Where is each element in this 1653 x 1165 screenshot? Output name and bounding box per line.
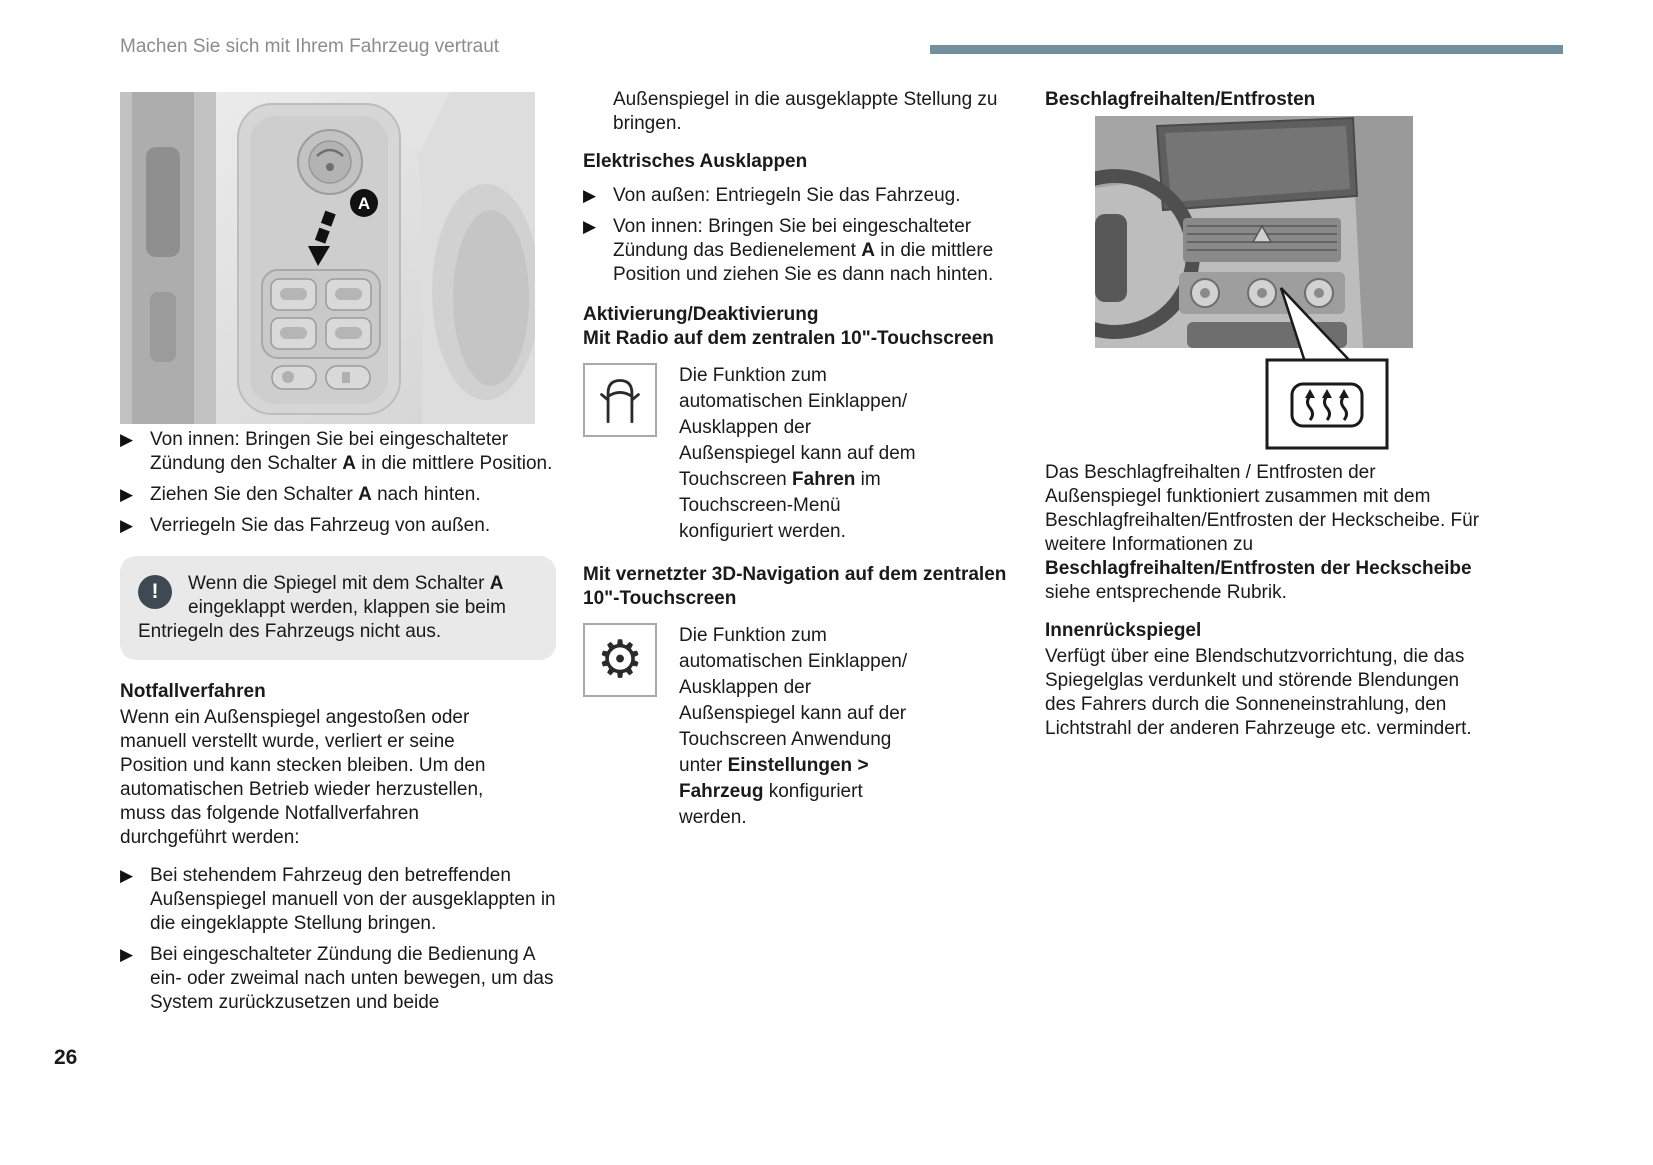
label-a-text: A <box>357 194 371 213</box>
section-heading <box>583 303 1015 351</box>
middle-column <box>583 88 1015 849</box>
section-heading: Notfallverfahren <box>120 681 266 702</box>
heading-line: Aktivierung/Deaktivierung <box>583 304 819 325</box>
mirror-fold-button <box>272 366 316 389</box>
gear-icon: ⚙ <box>596 630 644 690</box>
list-item <box>120 514 556 538</box>
bullet-arrow-icon: ▶ <box>583 186 597 205</box>
list-item <box>120 428 556 476</box>
section-heading: Mit vernetzter 3D-Navigation auf dem zentralen 10"-Touchscreen <box>583 564 1007 609</box>
warning-box <box>120 556 556 660</box>
settings-icon-box <box>583 623 657 697</box>
page-number: 26 <box>54 1046 78 1069</box>
bullet-arrow-icon: ▶ <box>120 866 134 885</box>
list-item <box>120 864 556 936</box>
section-heading: Innenrückspiegel <box>1045 620 1202 641</box>
car-icon <box>594 374 646 426</box>
dashboard-illustration <box>1095 116 1413 451</box>
bullet-text: Von innen: Bringen Sie bei eingeschalteter Zündung das Bedienelement A in die mittlere Position und ziehen Sie es dann nach hinten. <box>613 216 994 285</box>
warning-text: Wenn die Spiegel mit dem Schalter A eingeklappt werden, klappen sie beim Entriegeln des Fahrzeugs nicht aus. <box>138 573 506 642</box>
bullet-arrow-icon: ▶ <box>120 430 134 449</box>
list-item <box>583 215 1015 287</box>
accent-bar <box>930 45 1563 54</box>
door-pillar <box>146 147 180 257</box>
list-item <box>120 483 556 507</box>
bullet-text: Von innen: Bringen Sie bei eingeschalteter Zündung den Schalter A in die mittlere Position. <box>150 429 553 474</box>
door-panel-illustration <box>120 92 535 424</box>
bullet-arrow-icon: ▶ <box>120 945 134 964</box>
left-column <box>120 428 556 1022</box>
section-heading: Elektrisches Ausklappen <box>583 151 808 172</box>
page-header: Machen Sie sich mit Ihrem Fahrzeug vertraut <box>120 36 500 57</box>
bullet-text: Bei eingeschalteter Zündung die Bedienung A ein- oder zweimal nach unten bewegen, um das System zurückzusetzen und beide <box>150 944 554 1013</box>
bullet-text: Von außen: Entriegeln Sie das Fahrzeug. <box>613 185 961 206</box>
bullet-text: Verriegeln Sie das Fahrzeug von außen. <box>150 515 491 536</box>
list-item <box>583 184 1015 208</box>
feature-row <box>583 623 1015 831</box>
callout-box <box>1267 360 1387 448</box>
feature-caption: Die Funktion zum automatischen Einklappen/​Ausklappen der Außenspiegel kann auf der Touchscreen Anwendung unter Einstellungen > Fahrzeug konfiguriert werden. <box>679 625 908 828</box>
list-item <box>120 943 556 1015</box>
warning-icon: ! <box>138 575 172 609</box>
paragraph: Wenn ein Außenspiegel angestoßen oder manuell verstellt wurde, verliert er seine Position und kann stecken bleiben. Um den automatischen Betrieb wieder herzustellen, muss das folgende Notfallverfahren durchgeführt werden: <box>120 707 486 848</box>
paragraph: Verfügt über eine Blendschutzvorrichtung, die das Spiegelglas verdunkelt und störende Blendungen des Fahrers durch die Sonneneinstrahlung, den Lichtstrahl der anderen Fahrzeuge etc. vermindert. <box>1045 646 1472 739</box>
feature-row <box>583 363 1015 545</box>
bullet-arrow-icon: ▶ <box>120 485 134 504</box>
continuation-text: Außenspiegel in die ausgeklappte Stellung zu bringen. <box>613 89 998 134</box>
bullet-text: Ziehen Sie den Schalter A nach hinten. <box>150 484 481 505</box>
bullet-text: Bei stehendem Fahrzeug den betreffenden Außenspiegel manuell von der ausgeklappten in die eingeklappte Stellung bringen. <box>150 865 556 934</box>
paragraph: Das Beschlagfreihalten / Entfrosten der Außenspiegel funktioniert zusammen mit dem Beschlagfreihalten/Entfrosten der Heckscheibe. Für weitere Informationen zu Beschlagfreihalten/Entfrosten der Heckscheibe siehe entsprechende Rubrik. <box>1045 462 1480 603</box>
section-heading: Beschlagfreihalten/Entfrosten <box>1045 89 1316 110</box>
heading-line: Mit Radio auf dem zentralen 10"-Touchscreen <box>583 328 994 349</box>
car-icon-box <box>583 363 657 437</box>
bullet-arrow-icon: ▶ <box>120 516 134 535</box>
right-column <box>1045 88 1482 741</box>
feature-caption: Die Funktion zum automatischen Einklappen/​Ausklappen der Außenspiegel kann auf dem Touchscreen Fahren im Touchscreen-Menü konfiguriert werden. <box>679 365 916 542</box>
bullet-arrow-icon: ▶ <box>583 217 597 236</box>
